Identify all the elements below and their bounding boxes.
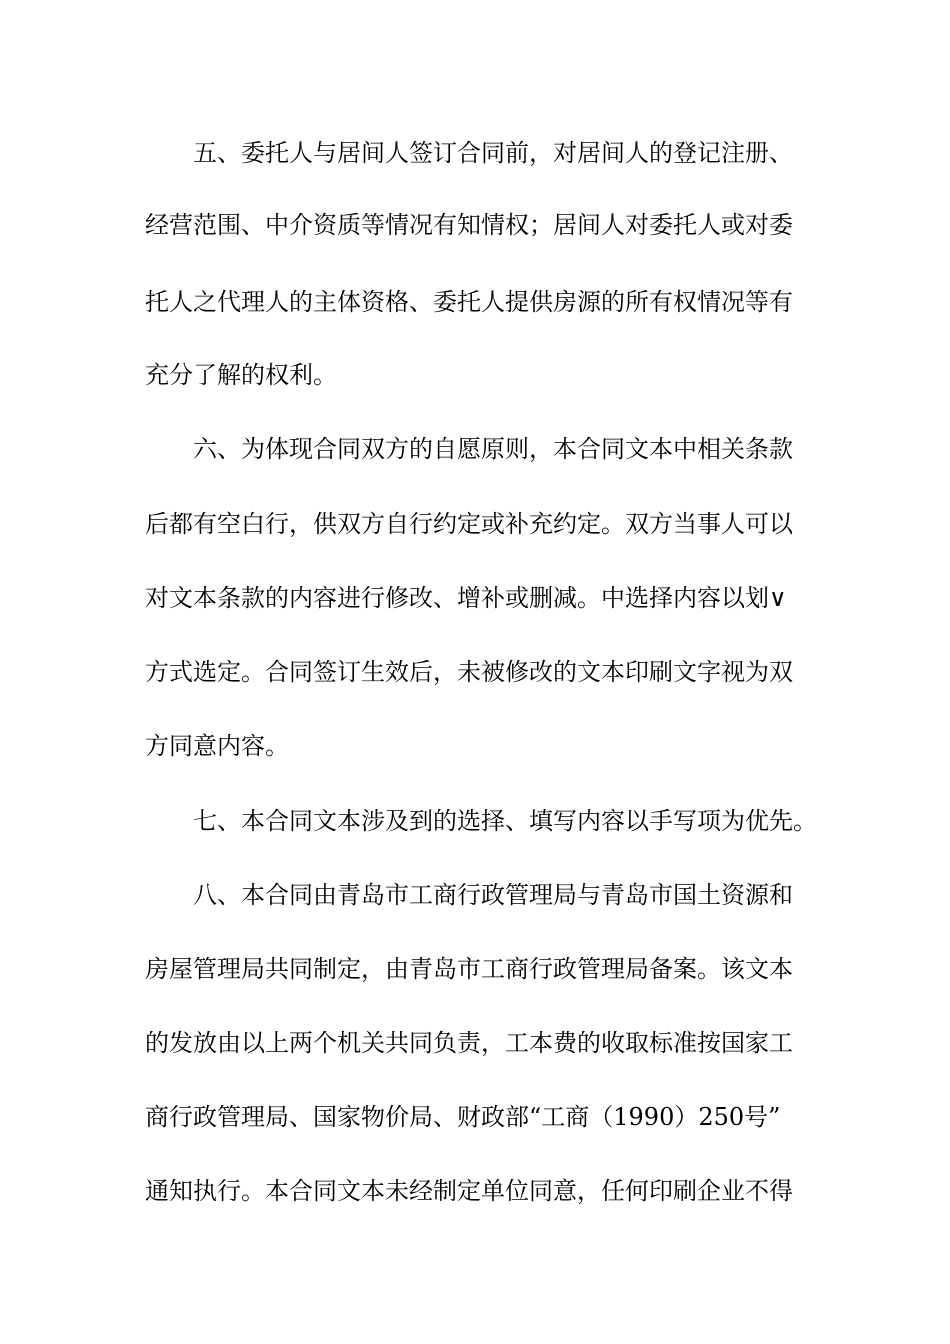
paragraph-8-line-4: 商行政管理局、国家物价局、财政部“工商（1990）250号” bbox=[145, 1103, 781, 1131]
paragraph-8-line-3: 的发放由以上两个机关共同负责，工本费的收取标准按国家工 bbox=[145, 1029, 793, 1057]
paragraph-8-line-2: 房屋管理局共同制定，由青岛市工商行政管理局备案。该文本 bbox=[145, 955, 793, 983]
paragraph-5-line-1: 五、委托人与居间人签订合同前，对居间人的登记注册、 bbox=[193, 139, 793, 167]
paragraph-8-line-5: 通知执行。本合同文本未经制定单位同意，任何印刷企业不得 bbox=[145, 1177, 793, 1205]
paragraph-6-line-2: 后都有空白行，供双方自行约定或补充约定。双方当事人可以 bbox=[145, 510, 793, 538]
paragraph-6-line-1: 六、为体现合同双方的自愿原则，本合同文本中相关条款 bbox=[193, 435, 793, 463]
paragraph-6-line-4: 方式选定。合同签订生效后，未被修改的文本印刷文字视为双 bbox=[145, 658, 793, 686]
paragraph-5-line-3: 托人之代理人的主体资格、委托人提供房源的所有权情况等有 bbox=[145, 288, 793, 316]
paragraph-6-line-5: 方同意内容。 bbox=[145, 732, 289, 760]
paragraph-5-line-2: 经营范围、中介资质等情况有知情权；居间人对委托人或对委 bbox=[145, 211, 793, 239]
paragraph-5-line-4: 充分了解的权利。 bbox=[145, 361, 337, 389]
paragraph-8-line-1: 八、本合同由青岛市工商行政管理局与青岛市国土资源和 bbox=[193, 881, 793, 909]
paragraph-7-line-1: 七、本合同文本涉及到的选择、填写内容以手写项为优先。 bbox=[193, 807, 817, 835]
paragraph-6-line-3: 对文本条款的内容进行修改、增补或删减。中选择内容以划∨ bbox=[145, 584, 787, 612]
